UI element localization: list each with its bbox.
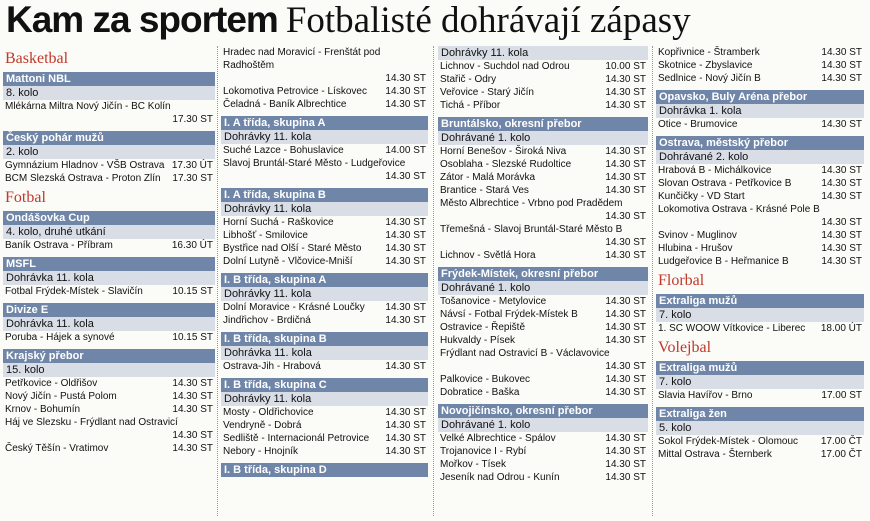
match-time: 14.30 ST [605,159,646,170]
round-label: Dohrávka 11. kola [3,271,215,285]
match-time: 14.30 ST [605,472,646,483]
match-teams: Krnov - Bohumín [5,404,81,415]
match-time: 14.30 ST [385,315,426,326]
match-time: 14.30 ST [385,361,426,372]
match-teams: Slavoj Bruntál-Staré Město - Ludgeřovice [223,158,406,169]
match-time: 14.30 ST [385,407,426,418]
match-row [438,295,648,308]
match-time: 14.30 ST [172,404,213,415]
match-teams: Mlékárna Miltra Nový Jičín - BC Kolín [5,101,171,112]
match-time: 17.30 ÚT [171,160,213,171]
match-time: 14.30 ST [385,99,426,110]
match-teams: Hukvaldy - Písek [440,335,516,346]
match-teams: Gymnázium Hladnov - VŠB Ostrava [5,160,165,171]
match-teams: Třemešná - Slavoj Bruntál-Staré Město B [440,224,623,235]
match-teams: Jindřichov - Brdičná [223,315,311,326]
match-row [221,445,428,458]
match-time: 14.30 ST [385,433,426,444]
match-teams: Trojanovice I - Rybí [440,446,527,457]
match-row [438,458,648,471]
match-teams: Sokol Frýdek-Místek - Olomouc [658,436,799,447]
round-label: Dohrávky 11. kola [221,130,428,144]
match-teams: Lokomotiva Petrovice - Lískovec [223,86,367,97]
match-time: 14.30 ST [385,446,426,457]
match-time: 14.30 ST [385,86,426,97]
match-time: 14.30 ST [821,191,862,202]
match-time: 14.30 ST [605,185,646,196]
match-teams: Čeladná - Baník Albrechtice [223,99,347,110]
match-row [221,144,428,157]
sport-heading: Fotbal [5,189,46,206]
competition-header: Extraliga mužů [656,361,864,375]
match-teams: Tichá - Příbor [440,100,501,111]
match-row [221,406,428,419]
match-teams: Dolní Lutyně - Vlčovice-Mniší [223,256,353,267]
round-label: Dohrávka 11. kola [221,346,428,360]
match-time: 14.30 ST [605,250,646,261]
competition-header: Divize E [3,303,215,317]
round-label: Dohrávky 11. kola [438,46,648,60]
headline-main: Kam za sportem [6,0,278,40]
match-teams: Sedlnice - Nový Jičín B [658,73,761,84]
match-row [656,242,864,255]
match-row [221,229,428,242]
match-row [656,46,864,59]
match-time: 14.30 ST [605,296,646,307]
competition-header: Frýdek-Místek, okresní přebor [438,267,648,281]
match-row [3,377,215,390]
match-time: 14.30 ST [605,172,646,183]
match-time: 14.30 ST [605,100,646,111]
match-time: 14.30 ST [172,378,213,389]
match-time: 14.30 ST [385,243,426,254]
match-teams: Bystřice nad Olší - Staré Město [223,243,362,254]
match-time: 14.30 ST [605,309,646,320]
match-time: 14.30 ST [821,165,862,176]
match-row [656,203,864,216]
competition-header: I. B třída, skupina C [221,378,428,392]
match-teams: Horní Suchá - Raškovice [223,217,334,228]
competition-header: Bruntálsko, okresní přebor [438,117,648,131]
match-row [438,249,648,262]
match-time: 17.00 ČT [820,449,862,460]
match-teams: Poruba - Hájek a synové [5,332,115,343]
round-label: Dohrávané 1. kolo [438,418,648,432]
match-row [3,416,215,429]
match-teams: Sedliště - Internacionál Petrovice [223,433,370,444]
sport-heading: Basketbal [5,50,69,67]
match-time: 14.30 ST [605,446,646,457]
match-time: 16.30 ÚT [171,240,213,251]
match-time: 14.30 ST [385,256,426,267]
match-time: 14.30 ST [605,459,646,470]
match-time: 17.00 ČT [820,436,862,447]
match-teams: Vendryně - Dobrá [223,420,302,431]
column-divider [217,46,218,516]
competition-header: Ondášovka Cup [3,211,215,225]
column-1 [3,46,215,455]
match-row [3,100,215,113]
match-time: 14.30 ST [821,73,862,84]
competition-header: Mattoni NBL [3,72,215,86]
match-time: 14.30 ST [385,171,426,182]
match-time: 17.00 ST [821,390,862,401]
match-row [3,442,215,455]
match-row [221,419,428,432]
match-row [656,322,864,335]
match-row [221,98,428,111]
competition-header: Novojičínsko, okresní přebor [438,404,648,418]
match-row [656,229,864,242]
competition-header: Opavsko, Buly Aréna přebor [656,90,864,104]
column-divider [652,46,653,516]
round-label: Dohrávka 1. kola [656,104,864,118]
match-time: 14.30 ST [605,146,646,157]
match-row [438,432,648,445]
match-row [438,236,648,249]
match-teams: Slovan Ostrava - Petřkovice B [658,178,792,189]
match-row [3,403,215,416]
match-row [656,118,864,131]
competition-header: I. B třída, skupina B [221,332,428,346]
match-row [656,216,864,229]
match-row [438,471,648,484]
match-row [221,314,428,327]
match-teams: Dolní Moravice - Krásné Loučky [223,302,365,313]
match-teams: Nebory - Hnojník [223,446,299,457]
column-2 [221,46,428,477]
match-row [3,159,215,172]
match-teams: Osoblaha - Slezské Rudoltice [440,159,572,170]
match-teams: Ludgeřovice B - Heřmanice B [658,256,789,267]
headline-sub: Fotbalisté dohrávají zápasy [285,0,691,41]
match-teams: Petřkovice - Oldřišov [5,378,98,389]
match-teams: Fotbal Frýdek-Místek - Slavičín [5,286,143,297]
match-row [221,170,428,183]
match-row [438,184,648,197]
match-time: 14.30 ST [605,433,646,444]
match-row [656,177,864,190]
match-teams: Hrabová B - Michálkovice [658,165,772,176]
match-row [221,301,428,314]
match-row [221,85,428,98]
match-row [3,239,215,252]
match-teams: Hlubina - Hrušov [658,243,733,254]
match-teams: Lokomotiva Ostrava - Krásné Pole B [658,204,820,215]
match-teams: Ostravice - Řepiště [440,322,526,333]
match-row [221,216,428,229]
round-label: 15. kolo [3,363,215,377]
round-label: Dohrávka 11. kola [3,317,215,331]
match-teams: Kunčičky - VD Start [658,191,745,202]
match-row [656,72,864,85]
competition-header: Extraliga žen [656,407,864,421]
competition-header: I. B třída, skupina A [221,273,428,287]
match-teams: Frýdlant nad Ostravicí B - Václavovice [440,348,610,359]
match-row [438,145,648,158]
match-row [221,157,428,170]
match-time: 10.15 ST [172,332,213,343]
column-divider [433,46,434,516]
match-row [438,60,648,73]
match-teams: BCM Slezská Ostrava - Proton Zlín [5,173,161,184]
match-row [3,429,215,442]
match-row [3,172,215,185]
match-teams: Zátor - Malá Morávka [440,172,536,183]
match-row [438,210,648,223]
match-row [438,347,648,360]
match-row [3,113,215,126]
match-time: 14.30 ST [821,47,862,58]
match-row [656,59,864,72]
match-time: 14.30 ST [605,211,646,222]
match-time: 14.30 ST [821,60,862,71]
match-row [3,390,215,403]
match-teams: Skotnice - Zbyslavice [658,60,753,71]
column-3 [438,46,648,484]
round-label: Dohrávky 11. kola [221,392,428,406]
round-label: 4. kolo, druhé utkání [3,225,215,239]
match-teams: Mittal Ostrava - Šternberk [658,449,772,460]
match-teams: Lichnov - Suchdol nad Odrou [440,61,570,72]
competition-header: Extraliga mužů [656,294,864,308]
match-row [438,99,648,112]
round-label: 7. kolo [656,308,864,322]
match-row [656,448,864,461]
match-row [221,242,428,255]
match-teams: Háj ve Slezsku - Frýdlant nad Ostravicí [5,417,178,428]
match-row [438,158,648,171]
match-time: 14.00 ST [385,145,426,156]
match-teams: Brantice - Stará Ves [440,185,529,196]
match-row [438,360,648,373]
match-time: 10.15 ST [172,286,213,297]
headline [6,0,691,40]
match-time: 14.30 ST [605,374,646,385]
match-teams: Velké Albrechtice - Spálov [440,433,556,444]
round-label: Dohrávané 1. kolo [438,281,648,295]
match-row [656,190,864,203]
match-teams: Kopřivnice - Štramberk [658,47,760,58]
competition-header: I. B třída, skupina D [221,463,428,477]
sport-heading: Florbal [658,272,705,289]
match-teams: Otice - Brumovice [658,119,738,130]
competition-header: Český pohár mužů [3,131,215,145]
match-time: 17.30 ST [172,173,213,184]
competition-header: MSFL [3,257,215,271]
match-time: 14.30 ST [385,73,426,84]
match-teams: Veřovice - Starý Jičín [440,87,534,98]
match-teams: Palkovice - Bukovec [440,374,531,385]
match-teams: Stařič - Odry [440,74,497,85]
column-4 [656,46,864,461]
match-teams: Mosty - Oldřichovice [223,407,314,418]
match-teams: Libhošť - Smilovice [223,230,308,241]
match-teams: Lichnov - Světlá Hora [440,250,536,261]
match-time: 14.30 ST [172,391,213,402]
round-label: Dohrávané 2. kolo [656,150,864,164]
match-time: 14.30 ST [605,87,646,98]
match-row [656,164,864,177]
match-row [438,386,648,399]
match-time: 14.30 ST [605,322,646,333]
match-row [656,389,864,402]
match-time: 14.30 ST [821,243,862,254]
match-teams: Dobratice - Baška [440,387,520,398]
match-teams: Ostrava-Jih - Hrabová [223,361,321,372]
match-row [221,72,428,85]
match-row [221,360,428,373]
match-row [438,373,648,386]
round-label: 5. kolo [656,421,864,435]
match-row [438,171,648,184]
match-teams: Suché Lazce - Bohuslavice [223,145,344,156]
round-label: 2. kolo [3,145,215,159]
match-time: 14.30 ST [605,74,646,85]
match-time: 14.30 ST [172,443,213,454]
match-time: 14.30 ST [605,361,646,372]
match-teams: Návsí - Fotbal Frýdek-Místek B [440,309,578,320]
match-row [656,255,864,268]
match-row [438,73,648,86]
match-teams: Slavia Havířov - Brno [658,390,753,401]
competition-header: I. A třída, skupina A [221,116,428,130]
round-label: Dohrávky 11. kola [221,202,428,216]
match-row [438,321,648,334]
match-time: 14.30 ST [605,387,646,398]
match-teams: Hradec nad Moravicí - Frenštát pod Radhoštěm [223,47,381,71]
match-teams: Nový Jičín - Pustá Polom [5,391,117,402]
match-teams: Baník Ostrava - Příbram [5,240,113,251]
match-time: 14.30 ST [605,335,646,346]
match-teams: Svinov - Muglinov [658,230,737,241]
match-time: 14.30 ST [821,256,862,267]
match-time: 14.30 ST [821,230,862,241]
match-row [438,308,648,321]
competition-header: Krajský přebor [3,349,215,363]
match-time: 18.00 ÚT [820,323,862,334]
match-teams: Tošanovice - Metylovice [440,296,547,307]
match-time: 14.30 ST [605,237,646,248]
match-time: 14.30 ST [385,302,426,313]
match-row [656,435,864,448]
match-time: 17.30 ST [172,114,213,125]
match-row [221,255,428,268]
match-time: 14.30 ST [821,178,862,189]
competition-header: Ostrava, městský přebor [656,136,864,150]
match-time: 14.30 ST [172,430,213,441]
match-row [221,432,428,445]
round-label: Dohrávané 1. kolo [438,131,648,145]
match-teams: Mořkov - Tísek [440,459,506,470]
match-row [438,445,648,458]
match-time: 14.30 ST [385,230,426,241]
match-time: 10.00 ST [605,61,646,72]
match-teams: 1. SC WOOW Vítkovice - Liberec [658,323,806,334]
match-teams: Město Albrechtice - Vrbno pod Pradědem [440,198,623,209]
round-label: 7. kolo [656,375,864,389]
match-row [438,86,648,99]
match-teams: Jeseník nad Odrou - Kunín [440,472,560,483]
match-teams: Horní Benešov - Široká Niva [440,146,567,157]
match-time: 14.30 ST [385,420,426,431]
match-row [438,223,648,236]
match-row [3,285,215,298]
match-time: 14.30 ST [821,217,862,228]
round-label: Dohrávky 11. kola [221,287,428,301]
competition-header: I. A třída, skupina B [221,188,428,202]
sport-heading: Volejbal [658,339,712,356]
match-time: 14.30 ST [821,119,862,130]
match-row [3,331,215,344]
match-row [221,46,428,72]
match-row [438,197,648,210]
match-teams: Český Těšín - Vratimov [5,443,109,454]
match-time: 14.30 ST [385,217,426,228]
round-label: 8. kolo [3,86,215,100]
match-row [438,334,648,347]
